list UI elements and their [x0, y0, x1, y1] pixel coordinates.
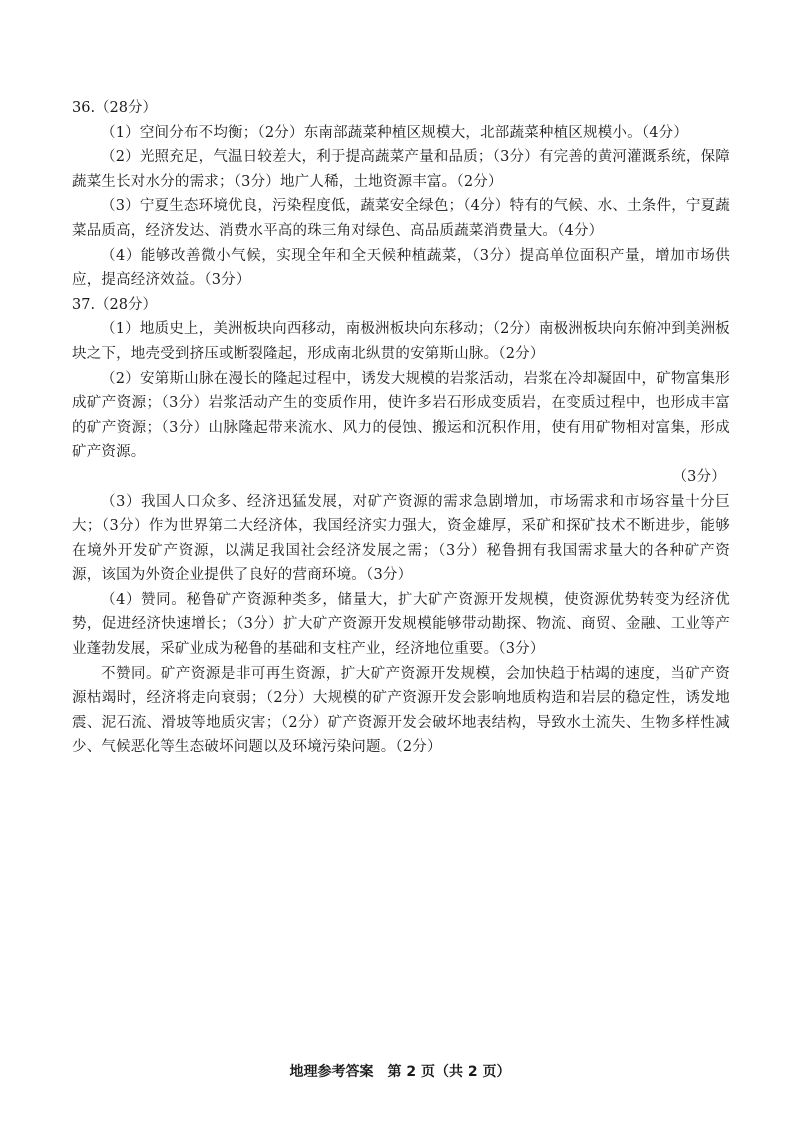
q37-answer-4-disagree: 不赞同。矿产资源是非可再生资源，扩大矿产资源开发规模，会加快趋于枯竭的速度，当矿产资源枯竭时，经济将走向衰弱；（2分）大规模的矿产资源开发会影响地质构造和岩层的稳定性，诱发地震、泥石流、滑坡等地质灾害；（2分）矿产资源开发会破坏地表结构，导致水土流失、生物多样性减少、气候恶化等生态破坏问题以及环境污染问题。（2分） — [72, 665, 730, 756]
q37-answer-4-agree: （4）赞同。秘鲁矿产资源种类多，储量大，扩大矿产资源开发规模，使资源优势转变为经济优势，促进经济快速增长；（3分）扩大矿产资源开发规模能够带动勘探、物流、商贸、金融、工业等产业蓬勃发展，采矿业成为秘鲁的基础和支柱产业，经济地位重要。（3分） — [72, 591, 730, 658]
question-36-heading: 36.（28分） — [72, 100, 158, 116]
q36-answer-4: （4）能够改善微小气候，实现全年和全天候种植蔬菜，（3分）提高单位面积产量，增加市场供应，提高经济效益。（3分） — [72, 247, 730, 289]
answer-page — [72, 96, 730, 760]
q37-answer-2: （2）安第斯山脉在漫长的隆起过程中，诱发大规模的岩浆活动，岩浆在冷却凝固中，矿物富集形成矿产资源；（3分）岩浆活动产生的变质作用，使许多岩石形成变质岩，在变质过程中，也形成丰富的矿产资源；（3分）山脉隆起带来流水、风力的侵蚀、搬运和沉积作用，使有用矿物相对富集，形成矿产资源。 — [72, 370, 730, 461]
question-37-heading: 37.（28分） — [72, 296, 158, 313]
q37-answer-1: （1）地质史上，美洲板块向西移动，南极洲板块向东移动；（2分）南极洲板块向东俯冲到美洲板块之下，地壳受到挤压或断裂隆起，形成南北纵贯的安第斯山脉。（2分） — [72, 321, 730, 362]
page-footer: 地理参考答案 第 2 页（共 2 页） — [289, 1064, 511, 1080]
q37-answer-2-score: （3分） — [672, 468, 726, 485]
q36-answer-2: （2）光照充足，气温日较差大，利于提高蔬菜产量和品质；（3分）有完善的黄河灌溉系统，保障蔬菜生长对水分的需求；（3分）地广人稀，土地资源丰富。（2分） — [72, 149, 730, 190]
q37-answer-3: （3）我国人口众多、经济迅猛发展，对矿产资源的需求急剧增加，市场需求和市场容量十分巨大；（3分）作为世界第二大经济体，我国经济实力强大，资金雄厚，采矿和探矿技术不断进步，能够在境外开发矿产资源，以满足我国社会经济发展之需；（3分）秘鲁拥有我国需求量大的各种矿产资源，该国为外资企业提供了良好的营商环境。（3分） — [72, 493, 730, 584]
q36-answer-3: （3）宁夏生态环境优良，污染程度低，蔬菜安全绿色；（4分）特有的气候、水、土条件，宁夏蔬菜品质高，经济发达、消费水平高的珠三角对绿色、高品质蔬菜消费量大。（4分） — [72, 198, 730, 239]
q36-answer-1: （1）空间分布不均衡；（2分）东南部蔬菜种植区规模大，北部蔬菜种植区规模小。（4分） — [101, 124, 689, 141]
